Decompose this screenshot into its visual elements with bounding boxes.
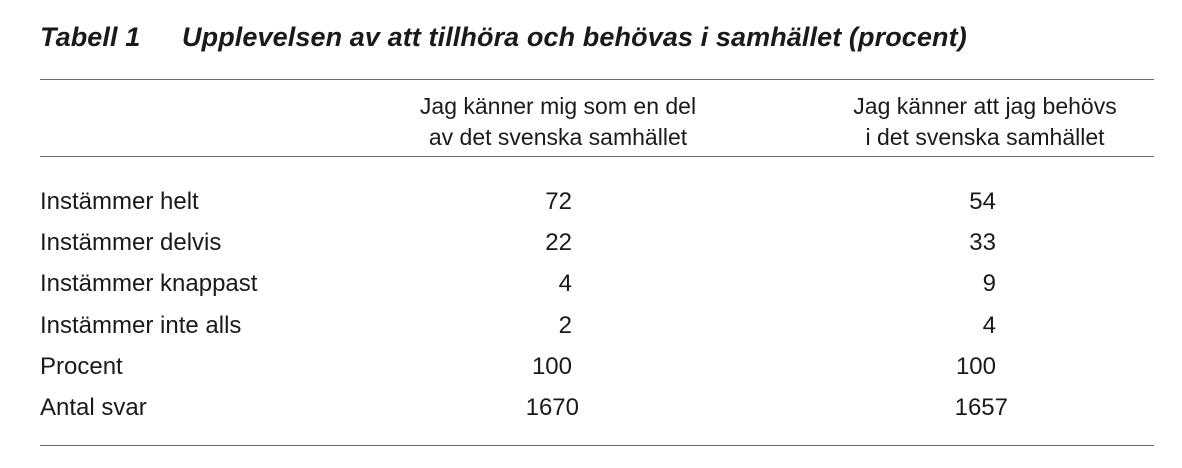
column-header-needed [800,91,1170,153]
table-row [0,268,1182,309]
table-body [0,186,1182,433]
cell-belonging: 100 [531,352,572,380]
table-row [0,310,1182,351]
table-caption [40,22,967,53]
header-rule [40,156,1154,157]
cell-belonging: 22 [545,229,572,257]
cell-belonging: 1670 [525,393,579,421]
cell-needed: 1657 [954,393,1008,421]
column-header-line: av det svenska samhället [428,124,688,150]
row-label: Instämmer inte alls [40,311,242,339]
cell-belonging: 4 [558,270,572,298]
row-label: Instämmer helt [40,188,199,215]
cell-needed: 54 [969,188,996,215]
row-label: Instämmer delvis [40,229,222,257]
cell-needed: 9 [982,270,996,298]
row-label: Instämmer knappast [40,270,258,298]
column-header-line: Jag känner att jag behövs [853,93,1117,119]
table-row [0,227,1182,268]
top-rule [40,79,1154,80]
column-header-belonging [378,91,738,153]
bottom-rule [40,445,1154,446]
table-title: Upplevelsen av att tillhöra och behövas i samhället (procent) [182,22,967,52]
column-header-line: Jag känner mig som en del [419,93,697,119]
table-row [0,351,1182,392]
cell-needed: 4 [982,311,996,339]
cell-needed: 100 [955,352,996,380]
cell-needed: 33 [969,229,996,257]
column-header-line: i det svenska samhället [865,124,1105,150]
table-number: Tabell 1 [40,22,141,52]
table-row [0,186,1182,227]
row-label: Antal svar [40,393,147,421]
table-row [0,392,1182,433]
row-label: Procent [40,352,123,380]
cell-belonging: 72 [545,188,572,215]
cell-belonging: 2 [558,311,572,339]
